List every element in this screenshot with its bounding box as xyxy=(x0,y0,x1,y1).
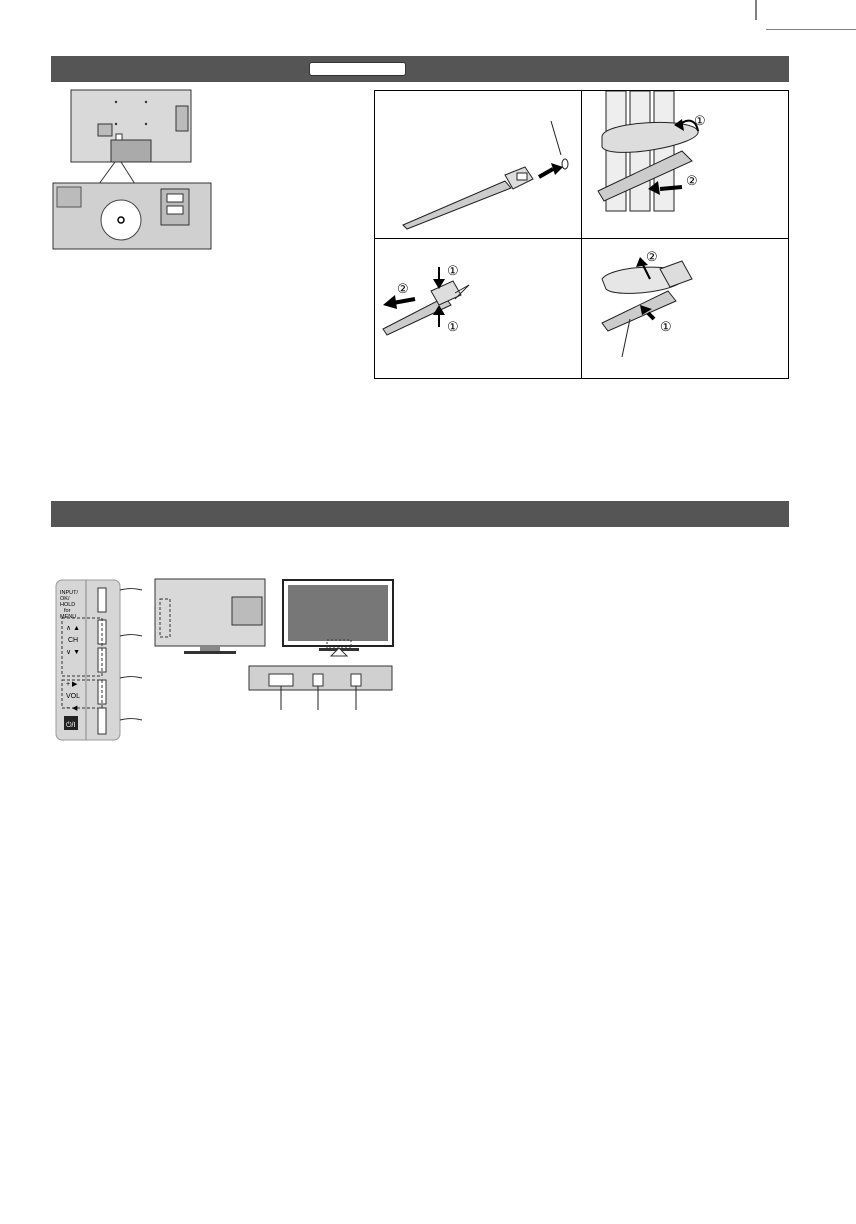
crop-mark xyxy=(0,0,856,30)
step-marker: ① xyxy=(694,113,706,128)
step-release-tie xyxy=(582,239,788,385)
panel-label: for xyxy=(64,608,71,614)
step-marker: ② xyxy=(686,173,698,188)
svg-text:+ ▶: + ▶ xyxy=(66,681,78,688)
section-title-pill xyxy=(309,62,406,76)
step-marker: ① xyxy=(447,263,459,278)
tv-rear-clamp-illustration xyxy=(51,88,216,253)
step-attach-tie xyxy=(375,91,581,237)
step-marker: ② xyxy=(646,249,658,264)
section-header-bar xyxy=(51,501,789,527)
panel-label: VOL xyxy=(66,693,81,700)
tv-front-sensors xyxy=(247,578,395,713)
step-remove-tie xyxy=(375,239,581,385)
cable-tie-grid xyxy=(374,90,789,379)
svg-text:− ◀: − ◀ xyxy=(66,705,78,712)
svg-text:∨ ▼: ∨ ▼ xyxy=(66,649,80,656)
svg-text:∧ ▲: ∧ ▲ xyxy=(66,625,80,632)
step-marker: ② xyxy=(397,281,409,296)
step-marker: ① xyxy=(447,319,459,334)
step-marker: ① xyxy=(660,319,672,334)
side-control-panel xyxy=(54,578,149,743)
panel-label: OK/ xyxy=(60,596,70,602)
section-header-bar xyxy=(51,56,789,82)
panel-label: MENU xyxy=(60,614,77,620)
panel-label: INPUT/ xyxy=(60,590,79,596)
panel-label: HOLD xyxy=(60,602,76,608)
tv-rear-icon xyxy=(71,90,191,162)
svg-text:⏻/I: ⏻/I xyxy=(66,722,76,729)
push-arrow xyxy=(539,169,553,177)
step-bundle-cables xyxy=(582,91,788,237)
panel-label: CH xyxy=(68,637,79,644)
zoom-detail xyxy=(53,183,211,249)
